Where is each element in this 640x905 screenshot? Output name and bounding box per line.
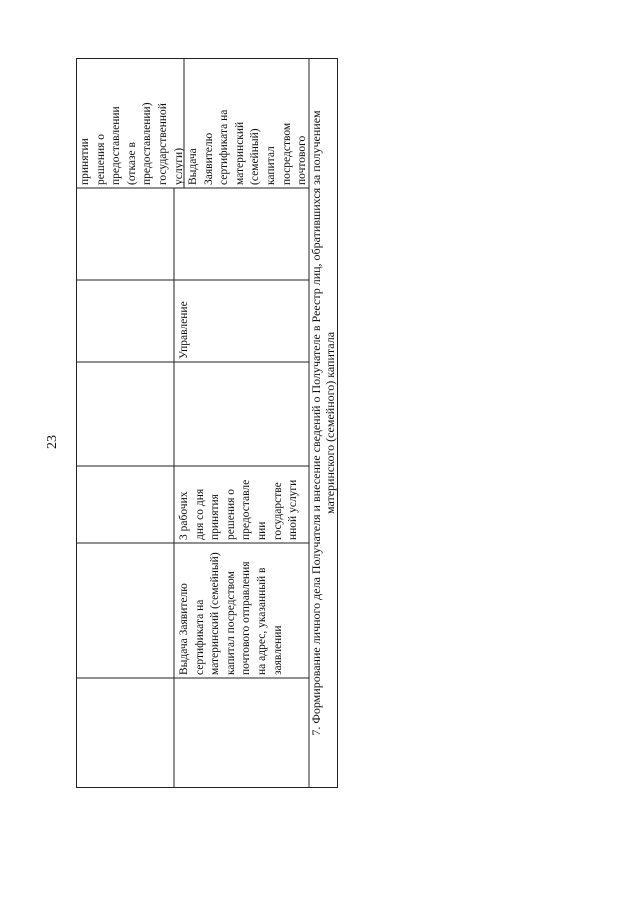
cell-deadline: 3 рабочих дня со дня принятия решения о предоставле нии государстве нной услуги xyxy=(178,479,300,540)
page-number: 23 xyxy=(45,435,60,449)
cell-responsible: Управление xyxy=(178,301,190,359)
cell-certificate-issuance: Выдача Заявителю сертификата на материнский (семейный) капитал посредством почтового отправления на адрес, указанный в заявлении xyxy=(178,552,284,675)
section-heading: 7. Формирование личного дела Получателя и внесение сведений о Получателе в Реестр лиц, обратившихся за получением материнского (семейного) капитала xyxy=(309,110,337,736)
cell-result: Выдача Заявителю сертификата на материнский (семейный) капитал посредством почтового xyxy=(187,109,309,185)
cell-decision-text: принятии решения о предоставлении (отказе в предоставлении) государственной услуги) xyxy=(79,102,185,185)
rotated-page xyxy=(76,58,338,788)
